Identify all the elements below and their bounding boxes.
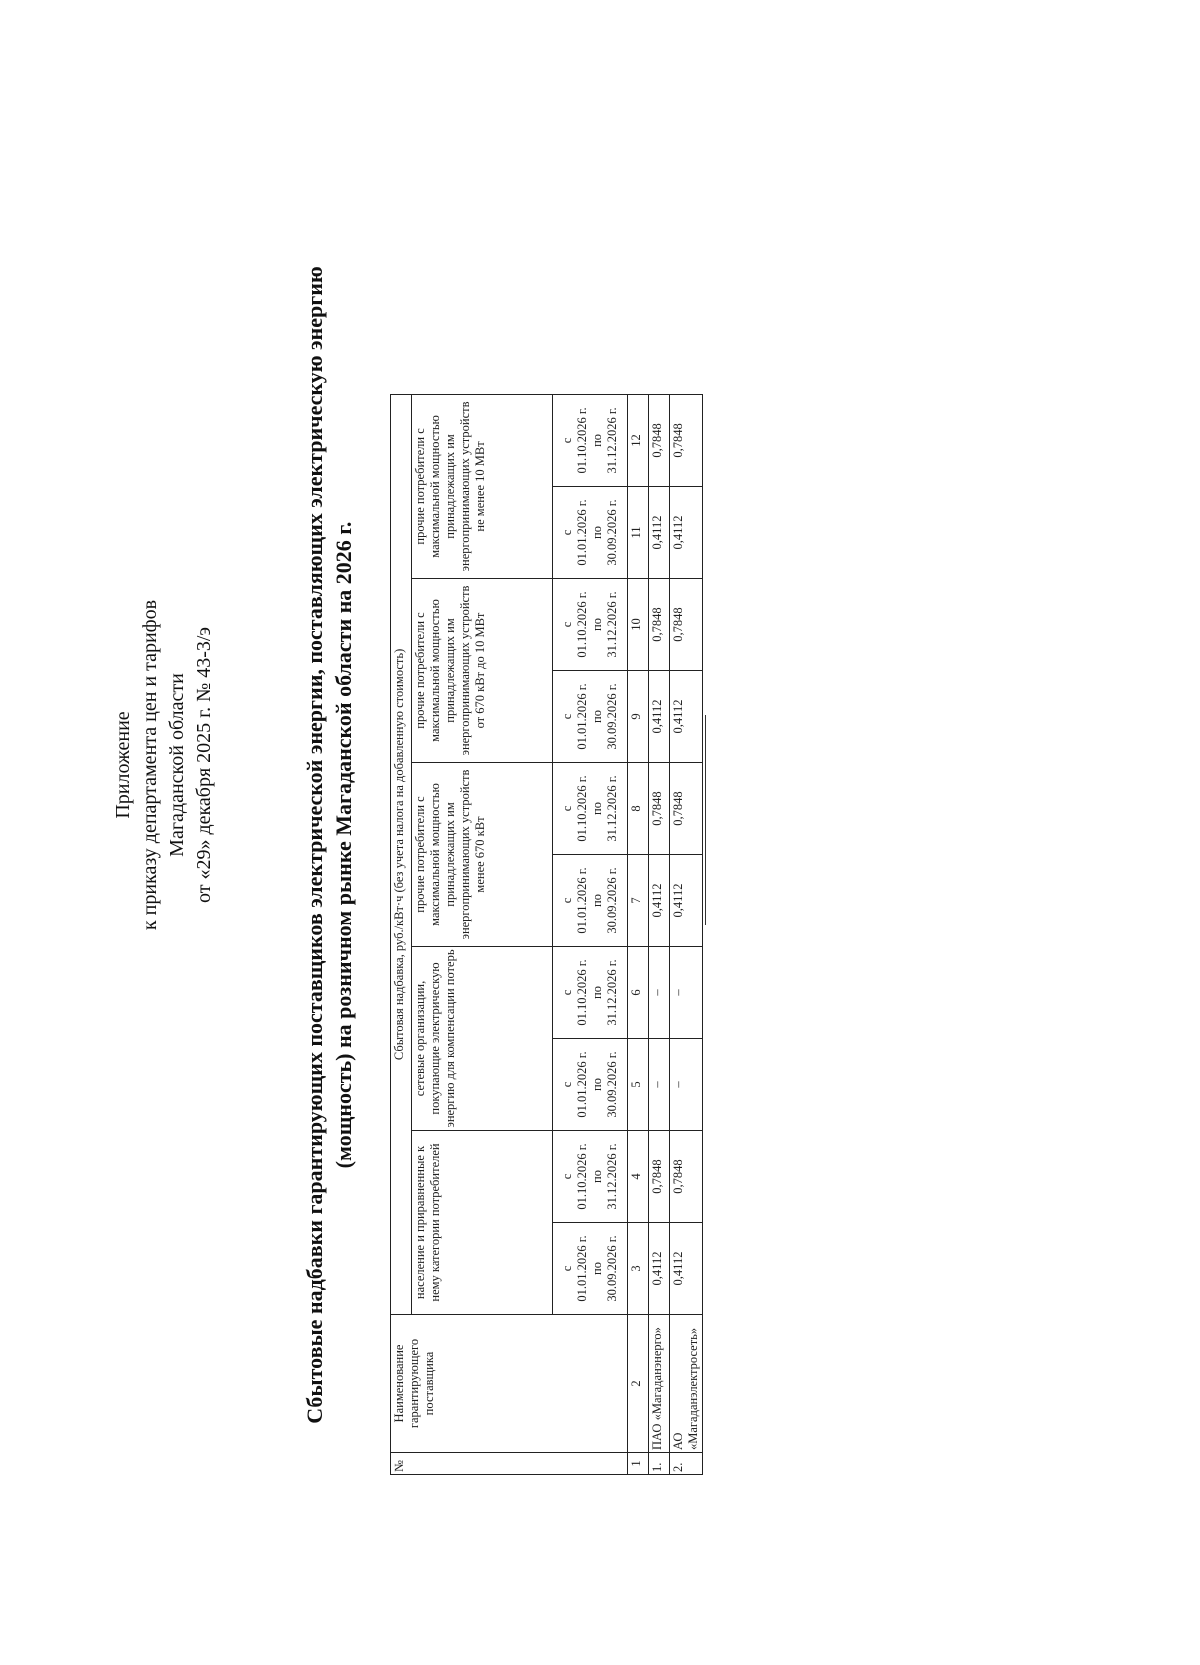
supplier-name: ПАО «Магаданэнерго» — [649, 1315, 670, 1453]
period-line: по — [590, 894, 604, 907]
period-line: 30.09.2026 г. — [605, 683, 619, 750]
period-line: по — [590, 1170, 604, 1183]
column-number: 8 — [628, 763, 649, 855]
rotated-sheet — [90, 0, 1200, 1665]
period-line: 01.01.2026 г. — [575, 683, 589, 750]
supplier-name: АО «Магаданэлектросеть» — [670, 1315, 703, 1453]
column-number: 6 — [628, 947, 649, 1039]
title-line: (мощность) на розничном рынке Магаданской области на 2026 г. — [331, 521, 356, 1169]
row-number: 1. — [649, 1453, 670, 1475]
header-period — [553, 671, 628, 763]
appendix-line: к приказу департамента цен и тарифов — [139, 599, 161, 931]
column-number: 1 — [628, 1453, 649, 1475]
period-line: по — [590, 1262, 604, 1275]
header-period — [553, 1039, 628, 1131]
column-number: 4 — [628, 1131, 649, 1223]
markup-value: 0,7848 — [670, 763, 703, 855]
column-number: 3 — [628, 1223, 649, 1315]
markup-value: 0,7848 — [670, 394, 703, 486]
markup-value: 0,4112 — [670, 855, 703, 947]
header-period — [553, 1131, 628, 1223]
column-number: 10 — [628, 579, 649, 671]
period-line: по — [590, 802, 604, 815]
markup-value: 0,4112 — [649, 1223, 670, 1315]
header-period — [553, 1223, 628, 1315]
markup-value: 0,4112 — [670, 671, 703, 763]
table-row — [649, 394, 670, 1474]
period-line: 01.01.2026 г. — [575, 499, 589, 566]
period-line: с — [560, 529, 574, 536]
column-number: 11 — [628, 487, 649, 579]
period-line: с — [560, 1081, 574, 1088]
period-line: 31.12.2026 г. — [605, 959, 619, 1026]
period-line: с — [560, 989, 574, 996]
header-category: население и приравненные к нему категории потребителей — [412, 1131, 553, 1315]
markup-value: 0,7848 — [670, 1131, 703, 1223]
period-line: по — [590, 433, 604, 447]
header-row-categories — [412, 394, 553, 1474]
markup-value: – — [670, 947, 703, 1039]
period-line: с — [560, 805, 574, 812]
markup-value: 0,4112 — [670, 1223, 703, 1315]
markup-value: 0,4112 — [649, 487, 670, 579]
markup-value: 0,7848 — [649, 763, 670, 855]
markup-value: 0,4112 — [649, 671, 670, 763]
markup-value: – — [649, 1039, 670, 1131]
period-line: 30.09.2026 г. — [605, 1051, 619, 1118]
signature-line — [705, 715, 706, 925]
period-line: с — [560, 713, 574, 720]
period-line: 01.10.2026 г. — [575, 407, 589, 474]
tariff-table — [390, 394, 703, 1475]
period-line: 01.01.2026 г. — [575, 867, 589, 934]
period-line: 31.12.2026 г. — [605, 1143, 619, 1210]
period-line: по — [590, 1078, 604, 1091]
period-line: 01.01.2026 г. — [575, 1051, 589, 1118]
period-line: 31.12.2026 г. — [605, 591, 619, 658]
row-number: 2. — [670, 1453, 703, 1475]
period-line: с — [560, 897, 574, 904]
header-row-periods — [553, 394, 628, 1474]
markup-value: – — [670, 1039, 703, 1131]
column-number: 5 — [628, 1039, 649, 1131]
period-line: с — [560, 1265, 574, 1272]
header-period — [553, 579, 628, 671]
period-line: по — [590, 618, 604, 631]
period-line: 30.09.2026 г. — [605, 499, 619, 566]
header-category: сетевые организации, покупающие электрическую энергию для компенсации потерь — [412, 947, 553, 1131]
markup-value: 0,7848 — [649, 394, 670, 486]
document-title — [300, 175, 358, 1515]
period-line: с — [560, 437, 574, 444]
title-line: Сбытовые надбавки гарантирующих поставщиков электрической энергии, поставляющих электрическую энергию — [302, 266, 327, 1424]
markup-value: 0,7848 — [649, 1131, 670, 1223]
period-line: с — [560, 1173, 574, 1180]
period-line: 01.01.2026 г. — [575, 1235, 589, 1302]
appendix-header — [110, 165, 218, 1365]
header-no: № — [391, 1453, 628, 1475]
appendix-line: от «29» декабря 2025 г. № 43-3/э — [193, 626, 215, 904]
table-row — [670, 394, 703, 1474]
header-row-group — [391, 394, 412, 1474]
column-number: 9 — [628, 671, 649, 763]
appendix-line: Магаданской области — [166, 673, 188, 857]
period-line: по — [590, 526, 604, 539]
appendix-line: Приложение — [112, 711, 134, 819]
header-period — [553, 763, 628, 855]
period-line: 30.09.2026 г. — [605, 867, 619, 934]
header-category: прочие потребители с максимальной мощностью принадлежащих им энергопринимающих устройств не менее 10 МВт — [412, 394, 553, 578]
period-line: 01.10.2026 г. — [575, 775, 589, 842]
markup-value: 0,7848 — [670, 579, 703, 671]
header-period — [553, 487, 628, 579]
period-line: по — [590, 986, 604, 999]
period-line: 01.10.2026 г. — [575, 959, 589, 1026]
header-period — [553, 947, 628, 1039]
period-line: 01.10.2026 г. — [575, 591, 589, 658]
column-number: 2 — [628, 1315, 649, 1453]
markup-value: 0,4112 — [649, 855, 670, 947]
period-line: по — [590, 710, 604, 723]
markup-value: 0,7848 — [649, 579, 670, 671]
header-category: прочие потребители с максимальной мощностью принадлежащих им энергопринимающих устройств от 670 кВт до 10 МВт — [412, 579, 553, 763]
period-line: 31.12.2026 г. — [605, 775, 619, 842]
header-category: прочие потребители с максимальной мощностью принадлежащих им энергопринимающих устройств менее 670 кВт — [412, 763, 553, 947]
markup-value: – — [649, 947, 670, 1039]
header-markup-group: Сбытовая надбавка, руб./кВт·ч (без учета налога на добавленную стоимость) — [391, 394, 412, 1314]
period-line: 30.09.2026 г. — [605, 1235, 619, 1302]
header-period — [553, 855, 628, 947]
period-line: 31.12.2026 г. — [605, 407, 619, 474]
column-number: 7 — [628, 855, 649, 947]
markup-value: 0,4112 — [670, 487, 703, 579]
period-line: 01.10.2026 г. — [575, 1143, 589, 1210]
header-period — [553, 394, 628, 486]
column-number: 12 — [628, 394, 649, 486]
header-supplier-name: Наименование гарантирующего поставщика — [391, 1315, 628, 1453]
period-line: с — [560, 621, 574, 628]
column-numbers-row — [628, 394, 649, 1474]
table-body — [649, 394, 703, 1474]
